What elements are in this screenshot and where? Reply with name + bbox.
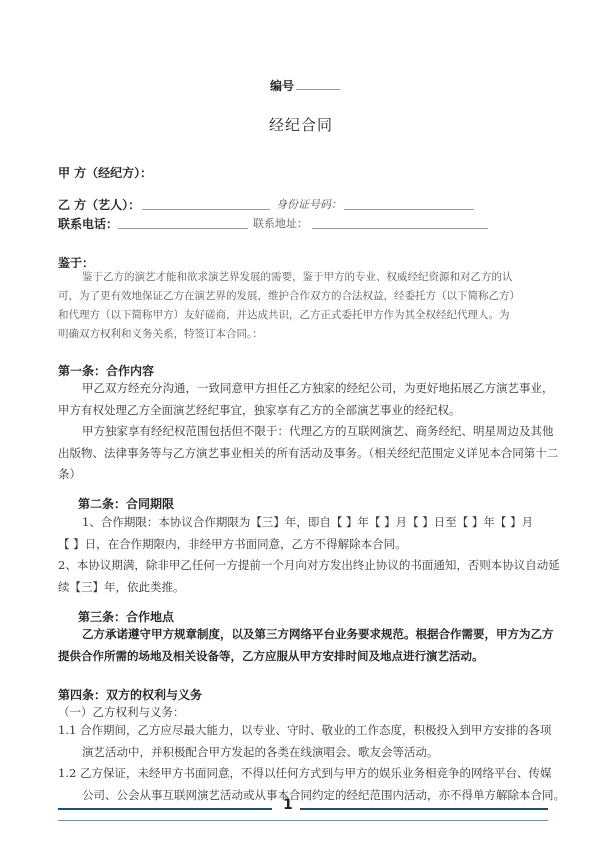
footer-rule-right	[300, 808, 548, 810]
article2-line: 【 】日，在合作期限内，非经甲方书面同意，乙方不得解除本合同。	[58, 536, 407, 551]
footer-rule-left	[58, 808, 272, 810]
preamble-line: 明确双方权利和义务关系，特签订本合同。：	[58, 329, 263, 340]
article2-heading: 第二条：合同期限	[78, 497, 175, 511]
id-number-label: 身份证号码：	[276, 198, 342, 211]
contract-number-blank	[296, 77, 340, 90]
contract-number-label: 编号	[270, 79, 295, 93]
preamble-heading: 鉴于：	[58, 256, 95, 270]
article4-line: 演艺活动中，并积极配合甲方发起的各类在线演唱会、歌友会等活动。	[82, 744, 439, 759]
article2-line: 1、合作期限：本协议合作期限为【三】年，即自【 】年【 】月【 】日至【 】年【 】月	[82, 515, 534, 529]
article4-subheading: （一）乙方权利与义务：	[58, 705, 185, 719]
address-blank	[312, 216, 488, 229]
article1-line: 甲乙双方经充分沟通，一致同意甲方担任乙方独家的经纪公司，为更好地拓展乙方演艺事业，	[82, 381, 554, 395]
article3-line: 提供合作所需的场地及相关设备等，乙方应服从甲方安排时间及地点进行演艺活动。	[58, 648, 484, 663]
article3-body	[58, 624, 554, 667]
article4-line: 公司、公会从事互联网演艺活动或从事本合同约定的经纪范围内活动，亦不得单方解除本合同。	[82, 787, 565, 802]
article3-heading: 第三条：合作地点	[78, 610, 175, 624]
article4-line: 1.1 合作期间，乙方应尽最大能力，以专业、守时、敬业的工作态度，积极投入到甲方安排的各项	[58, 723, 552, 737]
preamble-line: 鉴于乙方的演艺才能和欲求演艺界发展的需要，鉴于甲方的专业、权威经纪资源和对乙方的认	[82, 272, 513, 283]
article3-line: 乙方承诺遵守甲方规章制度，以及第三方网络平台业务要求规范。根据合作需要，甲方为乙方	[82, 627, 554, 641]
article4-heading: 第四条：双方的权利与义务	[58, 688, 203, 702]
article1-line: 条）	[58, 467, 81, 481]
address-label: 联系地址：	[253, 217, 308, 230]
article4-line: 1.2 乙方保证，未经甲方书面同意，不得以任何方式到与甲方的娱乐业务相竞争的网络平台、传媒	[58, 766, 552, 780]
article1-body	[58, 378, 559, 486]
article1-line: 甲方有权处理乙方全面演艺经纪事宜，独家享有乙方的全部演艺事业的经纪权。	[58, 402, 461, 417]
id-number-blank	[344, 197, 474, 210]
article2-line: 2、本协议期满，除非甲乙任何一方提前一个月向对方发出终止协议的书面通知，否则本协议自动延	[58, 558, 560, 572]
party-a-label: 甲 方（经纪方）：	[58, 166, 153, 180]
article2-line: 续【三】年，依此类推。	[58, 579, 185, 594]
preamble-line: 和代理方（以下简称甲方）友好磋商，并达成共识，乙方正式委托甲方作为其全权经纪代理人。为	[58, 310, 510, 321]
page-number: 1	[283, 797, 293, 813]
article1-line: 甲方独家享有经纪权范围包括但不限于：代理乙方的互联网演艺、商务经纪、明星周边及其他	[82, 424, 554, 438]
article1-heading: 第一条：合作内容	[58, 364, 155, 378]
footer-rule-bottom	[58, 820, 548, 821]
article2-body	[58, 512, 560, 598]
party-b-name-blank	[142, 197, 270, 210]
document-title: 经纪合同	[269, 116, 334, 134]
preamble-body	[58, 268, 548, 344]
party-b-label: 乙 方（艺人）：	[58, 198, 141, 212]
phone-blank	[118, 216, 248, 229]
preamble-line: 可，为了更有效地保证乙方在演艺界的发展，维护合作双方的合法权益，经委托方（以下简称乙方）	[58, 291, 520, 302]
phone-label: 联系电话：	[58, 217, 119, 231]
article4-body	[58, 720, 565, 806]
article1-line: 出版物、法律事务等与乙方演艺事业相关的所有活动及事务。（相关经纪范围定义详见本合同第十二	[58, 445, 559, 460]
